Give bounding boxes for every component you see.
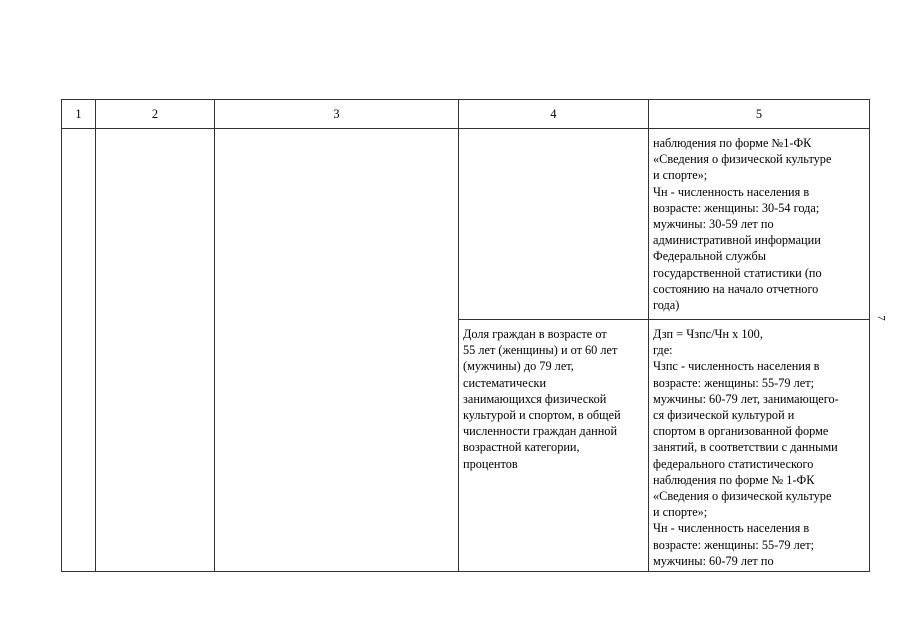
cell-col-4	[459, 129, 649, 320]
header-col-3: 3	[215, 100, 459, 129]
cell-col-5	[649, 320, 870, 572]
header-col-5: 5	[649, 100, 870, 129]
header-col-2: 2	[96, 100, 215, 129]
cell-col-4	[459, 320, 649, 572]
page-number: 7	[874, 315, 887, 321]
formula-text: Дзп = Чзпс/Чн х 100, где: Чзпс - численность населения в возрасте: женщины: 55-79 лет; мужчины: 60-79 лет, занимающего- ся физической культурой и спортом в организованной форме занятий, в соответствии с данными федерального статистического наблюдения по форме № 1-ФК «Сведения о физической культуре и спорте»; Чн - численность населения в возрасте: женщины: 55-79 лет; мужчины: 60-79 лет по	[653, 327, 839, 568]
table-row	[62, 129, 870, 320]
cell-col-1	[62, 129, 96, 572]
cell-text: наблюдения по форме №1-ФК «Сведения о физической культуре и спорте»; Чн - численность населения в возрасте: женщины: 30-54 года; мужчины: 30-59 лет по административной информации Федеральной службы государственной статистики (по состоянию на начало отчетного года)	[653, 136, 832, 313]
cell-col-2	[96, 129, 215, 572]
header-col-1: 1	[62, 100, 96, 129]
cell-col-3	[215, 129, 459, 572]
table-header-row	[62, 100, 870, 129]
cell-col-5	[649, 129, 870, 320]
header-col-4: 4	[459, 100, 649, 129]
data-table	[61, 99, 870, 572]
indicator-name-text: Доля граждан в возрасте от 55 лет (женщины) и от 60 лет (мужчины) до 79 лет, систематически занимающихся физической культурой и спортом, в общей численности граждан данной возрастной категории, процентов	[463, 327, 621, 471]
